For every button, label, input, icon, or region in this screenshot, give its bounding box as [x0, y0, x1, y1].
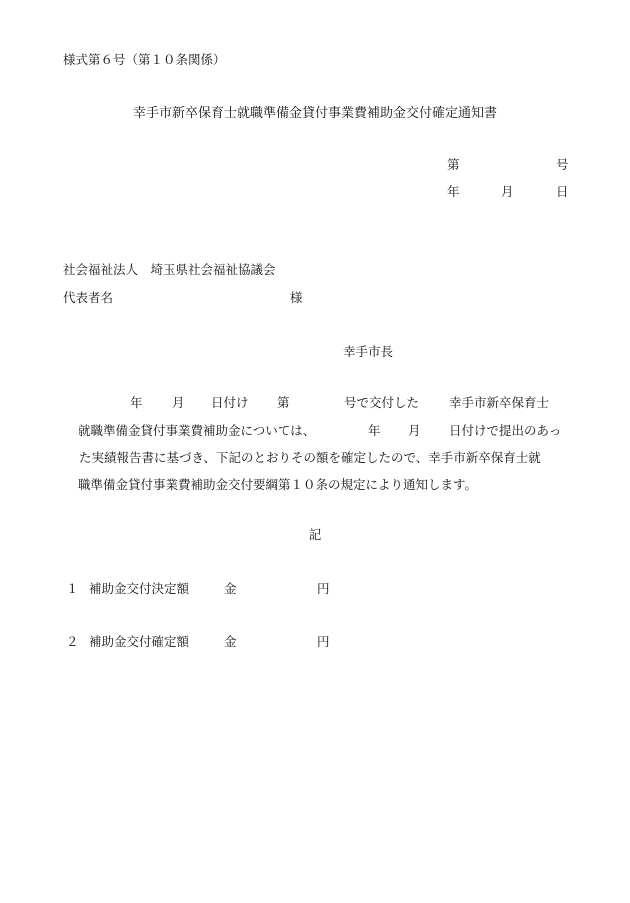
item-2-label: 補助金交付確定額	[89, 634, 190, 649]
item-1-yen: 円	[317, 581, 330, 596]
date-year: 年	[447, 184, 460, 199]
body-report-year: 年	[368, 423, 381, 438]
body-num-prefix: 第	[277, 395, 290, 410]
body-program: 幸手市新卒保育士	[449, 395, 550, 410]
representative-label: 代表者名	[63, 290, 114, 305]
doc-number-suffix: 号	[556, 157, 569, 172]
item-1-label: 補助金交付決定額	[89, 581, 190, 596]
body-line-3: た実績報告書に基づき、下記のとおりその額を確定したので、幸手市新卒保育士就	[79, 450, 541, 465]
date-month: 月	[501, 184, 514, 199]
body-issued: 号で交付した	[344, 395, 420, 410]
recipient-org: 社会福祉法人 埼玉県社会福祉協議会	[63, 262, 276, 277]
ki-heading: 記	[308, 527, 322, 542]
body-year: 年	[130, 395, 143, 410]
body-line-2-text: 就職準備金貸付事業費補助金については、	[78, 423, 316, 438]
item-1-number: １	[66, 581, 79, 596]
item-2-number: ２	[66, 634, 79, 649]
body-line-2-tail: 日付けで提出のあっ	[449, 423, 562, 438]
body-report-month: 月	[408, 423, 421, 438]
body-month: 月	[172, 395, 185, 410]
issuer: 幸手市長	[343, 344, 394, 359]
recipient-honorific: 様	[290, 290, 303, 305]
doc-number-label: 第	[447, 157, 460, 172]
body-line-4: 職準備金貸付事業費補助金交付要綱第１０条の規定により通知します。	[78, 477, 478, 492]
body-dated: 日付け	[211, 395, 249, 410]
item-2-kin: 金	[224, 634, 237, 649]
item-2-yen: 円	[317, 634, 330, 649]
date-day: 日	[556, 184, 569, 199]
item-1-kin: 金	[224, 581, 237, 596]
document-title: 幸手市新卒保育士就職準備金貸付事業費補助金交付確定通知書	[132, 106, 497, 121]
form-label: 様式第６号（第１０条関係）	[63, 52, 226, 67]
